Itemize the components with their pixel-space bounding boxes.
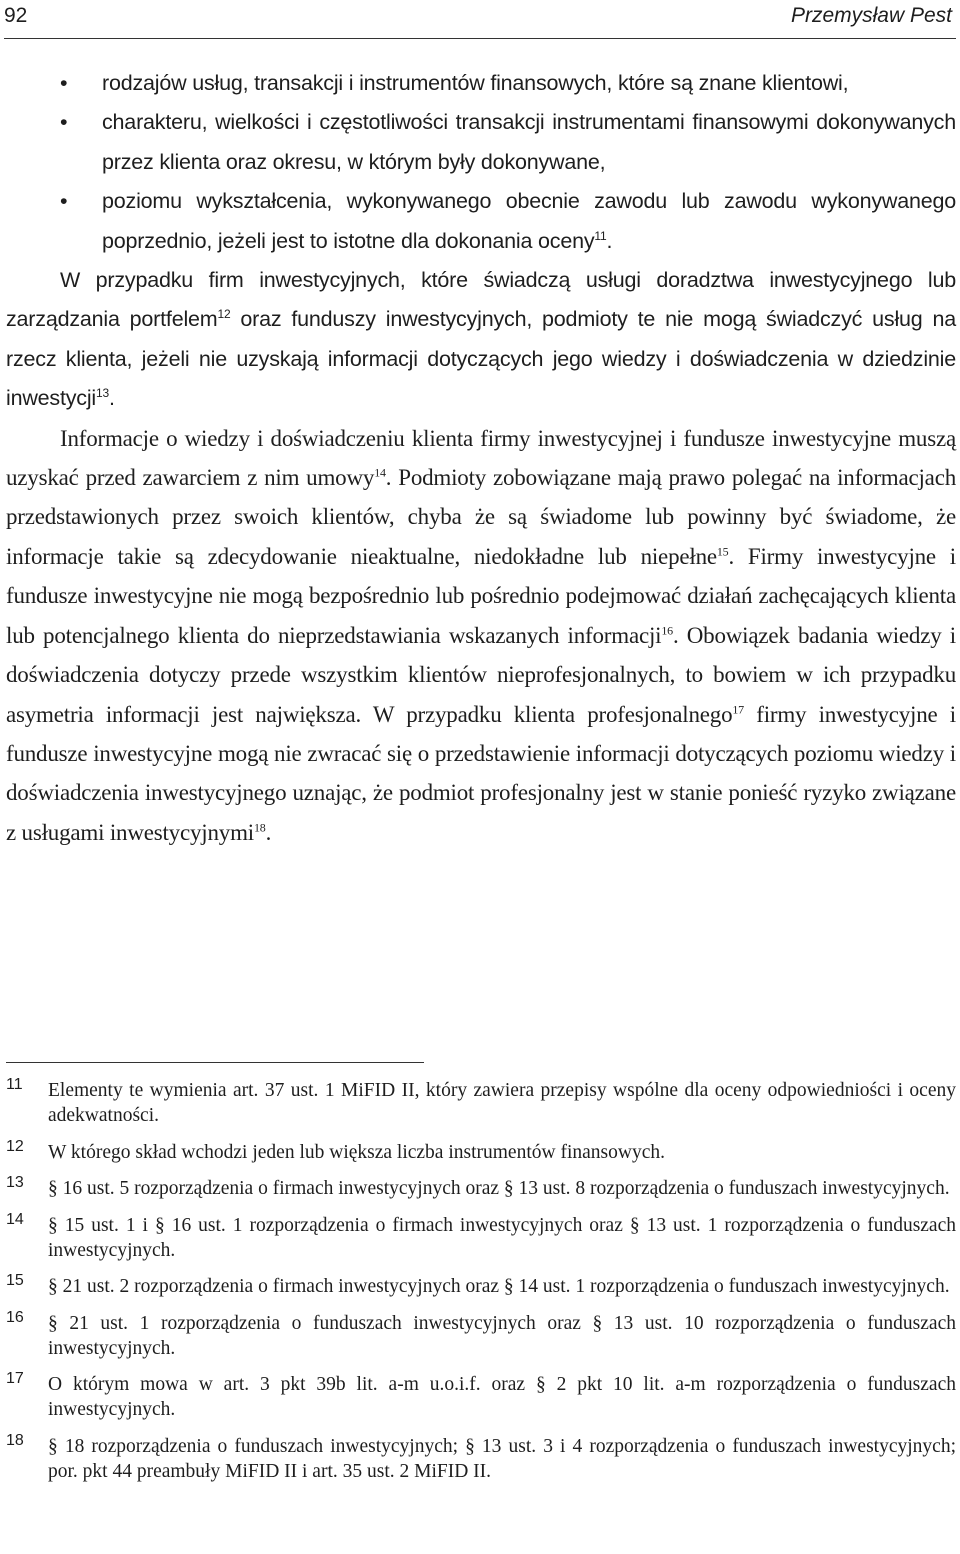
- footnote: [6, 1308, 956, 1361]
- footnote-text: § 21 ust. 2 rozporządzenia o firmach inwestycyjnych oraz § 14 ust. 1 rozporządzenia o funduszach inwestycyjnych.: [48, 1276, 950, 1297]
- footnote-number: 14: [6, 1210, 24, 1228]
- bullet-text: rodzajów usług, transakcji i instrumentów finansowych, które są znane klientowi,: [102, 71, 849, 95]
- paragraph-text: .: [108, 386, 115, 411]
- paragraph-text: .: [265, 819, 272, 845]
- footnote-text: § 18 rozporządzenia o funduszach inwestycyjnych; § 13 ust. 3 i 4 rozporządzenia o funduszach inwestycyjnych; por. pkt 44 preambuły MiFID II i art. 35 ust. 2 MiFID II.: [48, 1435, 956, 1482]
- footnote-number: 17: [6, 1370, 24, 1387]
- footnote-number: 18: [6, 1431, 24, 1449]
- paragraph-text: oraz funduszy inwestycyjnych, podmioty te nie mogą świadczyć usług na rzecz klienta, jeżeli nie uzyskają informacji dotyczących jego wiedzy i doświadczenia w dziedzinie inwestycji: [6, 307, 957, 411]
- page-header: [0, 0, 960, 40]
- footnote-ref[interactable]: 14: [374, 465, 386, 480]
- footnote: [6, 1078, 956, 1128]
- footnote-text: O którym mowa w art. 3 pkt 39b lit. a-m u.o.i.f. oraz § 2 pkt 10 lit. a-m rozporządzenia o funduszach inwestycyjnych.: [48, 1374, 956, 1420]
- paragraph: [6, 419, 956, 852]
- footnote-text: Elementy te wymienia art. 37 ust. 1 MiFID II, który zawiera przepisy wspólne dla oceny odpowiedniości i oceny adekwatności.: [48, 1080, 956, 1126]
- bullet-item: [6, 103, 956, 182]
- paragraph-text: W przypadku firm inwestycyjnych, które świadczą usługi doradztwa inwestycyjnego lub zarządzania portfelem: [6, 268, 956, 332]
- footnote: [6, 1176, 956, 1201]
- bullet-item: [6, 64, 956, 103]
- footnote: [6, 1372, 956, 1422]
- bullet-icon: •: [60, 189, 68, 214]
- bullet-text-end: .: [606, 228, 613, 253]
- footnote-rule: [6, 1062, 424, 1063]
- footnote-ref[interactable]: 11: [594, 228, 607, 243]
- footnote-text: § 16 ust. 5 rozporządzenia o firmach inwestycyjnych oraz § 13 ust. 8 rozporządzenia o funduszach inwestycyjnych.: [48, 1178, 950, 1199]
- footnote-ref[interactable]: 15: [716, 544, 729, 559]
- footnote-number: 12: [6, 1137, 24, 1155]
- bullet-text: poziomu wykształcenia, wykonywanego obecnie zawodu lub zawodu wykonywanego poprzednio, jeżeli jest to istotne dla dokonania oceny: [102, 189, 956, 253]
- footnote: [6, 1210, 956, 1263]
- bullet-icon: •: [60, 110, 68, 135]
- footnote: [6, 1137, 956, 1165]
- footnote-text: W którego skład wchodzi jeden lub większa liczba instrumentów finansowych.: [48, 1141, 665, 1163]
- paragraph: [6, 261, 956, 419]
- bullet-item: [6, 182, 956, 261]
- footnote-number: 11: [6, 1076, 23, 1093]
- running-head-author: Przemysław Pest: [790, 4, 952, 27]
- footnote-ref[interactable]: 12: [217, 307, 231, 322]
- bullet-text: charakteru, wielkości i częstotliwości transakcji instrumentami finansowymi dokonywanych przez klienta oraz okresu, w którym były dokonywane,: [102, 110, 956, 174]
- footnote: [6, 1274, 956, 1299]
- footnote-ref[interactable]: 18: [253, 820, 266, 835]
- footnote-ref[interactable]: 17: [732, 701, 744, 716]
- footnote-number: 16: [6, 1308, 24, 1326]
- page-number: 92: [4, 4, 28, 27]
- footnotes: [6, 1078, 956, 1495]
- bullet-list: [6, 64, 956, 261]
- footnote-ref[interactable]: 13: [96, 386, 109, 401]
- footnote: [6, 1431, 956, 1484]
- body-text: [6, 64, 956, 852]
- footnote-text: § 15 ust. 1 i § 16 ust. 1 rozporządzenia o firmach inwestycyjnych oraz § 13 ust. 1 rozporządzenia o funduszach inwestycyjnych.: [48, 1214, 956, 1261]
- paragraph-text: firmy inwestycyjne i fundusze inwestycyjne mogą nie zwracać się o przedstawienie informacji dotyczących poziomu wiedzy i doświadczenia inwestycyjnego uznając, że podmiot profesjonalny jest w stanie ponieść ryzyko związane z usługami inwestycyjnymi: [6, 701, 956, 845]
- paragraph-text: . Firmy inwestycyjne i fundusze inwestycyjne nie mogą bezpośrednio lub pośrednio podejmować działań zachęcających klienta lub potencjalnego klienta do nieprzedstawiania wskazanych informacji: [6, 543, 956, 648]
- footnote-text: § 21 ust. 1 rozporządzenia o funduszach inwestycyjnych oraz § 13 ust. 10 rozporządzenia o funduszach inwestycyjnych.: [48, 1312, 956, 1359]
- bullet-icon: •: [60, 71, 68, 95]
- paragraph-text: . Obowiązek badania wiedzy i doświadczenia dotyczy przede wszystkim klientów nieprofesjonalnych, to bowiem w ich przypadku asymetria informacji jest największa. W przypadku klienta profesjonalnego: [6, 622, 956, 727]
- footnote-ref[interactable]: 16: [661, 623, 673, 638]
- paragraph-text: Informacje o wiedzy i doświadczeniu klienta firmy inwestycyjnej i fundusze inwestycyjne muszą uzyskać przed zawarciem z nim umowy: [6, 425, 956, 491]
- footnote-number: 15: [6, 1272, 24, 1289]
- paragraph-text: . Podmioty zobowiązane mają prawo polegać na informacjach przedstawionych przez swoich klientów, chyba że są świadome lub powinny być świadome, że informacje takie są zdecydowanie nieaktualne, niedokładne lub niepełne: [6, 465, 957, 569]
- footnote-number: 13: [6, 1174, 24, 1191]
- header-rule: [4, 38, 956, 39]
